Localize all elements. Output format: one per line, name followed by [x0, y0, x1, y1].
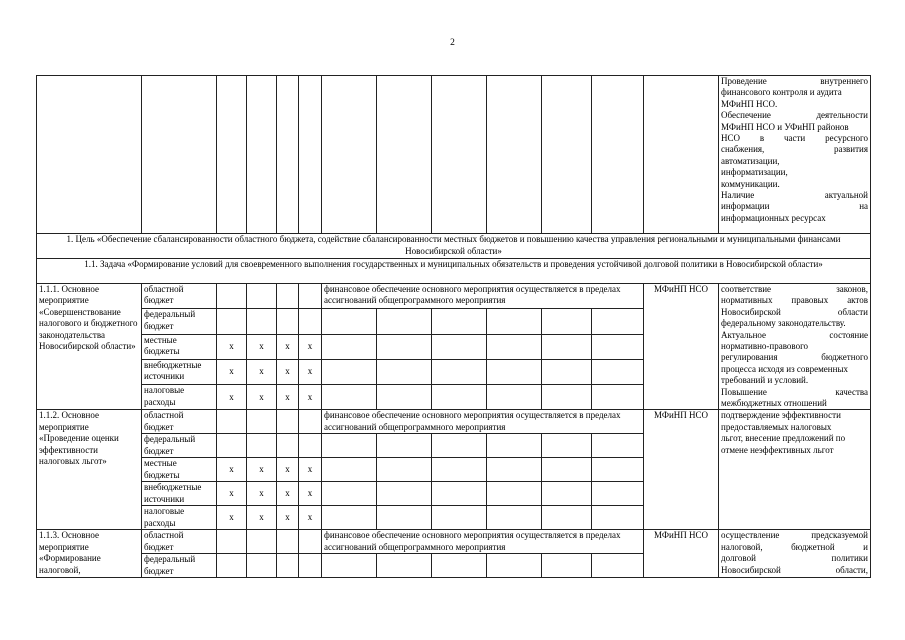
result-line [721, 330, 868, 341]
result-word: снабжения, [721, 144, 765, 155]
result-word: нормативно-правового [721, 341, 809, 352]
source-label: федеральный бюджет [142, 434, 217, 458]
source-label: местные бюджеты [142, 334, 217, 359]
result-word: Проведение [721, 76, 767, 86]
source-label: внебюджетные источники [142, 359, 217, 384]
result-word: НСО [721, 133, 741, 144]
result-word: налоговой, [721, 541, 763, 552]
result-word: в [759, 133, 765, 144]
result-word: качества [835, 386, 868, 397]
source-label: областной бюджет [142, 284, 217, 309]
x-mark: x [217, 359, 247, 384]
x-mark: x [247, 506, 277, 530]
x-mark: x [277, 334, 299, 359]
x-mark: x [299, 334, 322, 359]
x-mark: x [217, 385, 247, 410]
result-line [721, 110, 868, 121]
measure-3-row-1 [37, 530, 871, 554]
result-word: МФиНП НСО. [721, 98, 778, 109]
page-number: 2 [450, 38, 455, 48]
result-line [721, 295, 868, 306]
result-line [721, 352, 868, 363]
financing-note: финансовое обеспечение основного мероприятия осуществляется в пределах ассигнований общепрограммного мероприятия [322, 530, 644, 554]
result-line [721, 76, 868, 87]
program-table [36, 75, 871, 578]
source-label: налоговые расходы [142, 385, 217, 410]
result-line [721, 213, 868, 224]
result-word: подтверждение эффективности [721, 410, 841, 421]
continuation-row [37, 76, 871, 234]
result-word: предсказуемой [811, 530, 868, 541]
source-label: федеральный бюджет [142, 309, 217, 334]
result-word: межбюджетных отношений [721, 398, 827, 409]
result-word: состояние [829, 329, 868, 340]
measure-name: 1.1.1. Основное мероприятие «Совершенствование налогового и бюджетного законодательства Новосибирской области» [37, 284, 142, 410]
x-mark: x [299, 359, 322, 384]
result-word: МФиНП НСО и УФиНП районов [721, 121, 849, 132]
result-line [721, 144, 868, 155]
result-line [721, 190, 868, 201]
goal-row [37, 234, 871, 259]
measure-2-row-1 [37, 410, 871, 434]
measure-name: 1.1.2. Основное мероприятие «Проведение оценки эффективности налоговых льгот» [37, 410, 142, 530]
x-mark: x [247, 334, 277, 359]
result-line [721, 422, 868, 433]
measure-result [719, 284, 871, 410]
x-mark: x [217, 506, 247, 530]
result-word: на [859, 201, 868, 212]
result-line [721, 565, 868, 576]
result-line [721, 553, 868, 564]
result-line [721, 307, 868, 318]
result-word: Обеспечение [721, 110, 771, 121]
result-line [721, 99, 868, 110]
result-word: ресурсного [825, 133, 868, 144]
result-line [721, 156, 868, 167]
result-word: области [837, 306, 868, 317]
result-word: политики [831, 553, 868, 564]
result-word: нормативных [721, 295, 773, 306]
result-line [721, 375, 868, 386]
result-word: области, [835, 564, 868, 575]
result-word: законов, [836, 284, 868, 294]
result-line [721, 364, 868, 375]
task-row [37, 259, 871, 284]
measure-result [719, 410, 871, 530]
result-line [721, 433, 868, 444]
x-mark: x [277, 385, 299, 410]
result-word: информации [721, 201, 770, 212]
result-word: регулирования [721, 352, 778, 363]
result-word: Новосибирской [721, 564, 781, 575]
result-word: правовых [791, 295, 829, 306]
result-word: Наличие [721, 190, 755, 201]
result-word: отмене неэффективных льгот [721, 444, 834, 455]
result-word: внутреннего [820, 76, 868, 86]
goal-text: 1. Цель «Обеспечение сбалансированности областного бюджета, содействие сбалансированности местных бюджетов и повышению качества управления региональными и муниципальными финансами Новосибирской области» [37, 234, 871, 259]
x-mark: x [217, 458, 247, 482]
result-word: актов [847, 295, 868, 306]
x-mark: x [247, 385, 277, 410]
x-mark: x [247, 359, 277, 384]
result-word: соответствие [721, 284, 772, 294]
result-word: деятельности [816, 110, 868, 121]
result-line [721, 542, 868, 553]
x-mark: x [299, 385, 322, 410]
x-mark: x [277, 458, 299, 482]
x-mark: x [247, 458, 277, 482]
executor: МФиНП НСО [644, 284, 719, 410]
result-line [721, 530, 868, 541]
result-word: Повышение [721, 386, 767, 397]
source-label: местные бюджеты [142, 458, 217, 482]
x-mark: x [217, 334, 247, 359]
measure-1-row-1 [37, 284, 871, 309]
executor: МФиНП НСО [644, 530, 719, 578]
result-word: финансового контроля и аудита [721, 87, 842, 98]
result-word: информационных ресурсах [721, 212, 826, 223]
result-line [721, 318, 868, 329]
result-word: процесса исходя из современных [721, 363, 848, 374]
source-label: федеральный бюджет [142, 554, 217, 578]
result-word: бюджетной [791, 541, 835, 552]
x-mark: x [299, 458, 322, 482]
financing-note: финансовое обеспечение основного мероприятия осуществляется в пределах ассигнований общепрограммного мероприятия [322, 410, 644, 434]
measure-name: 1.1.3. Основное мероприятие «Формирование налоговой, [37, 530, 142, 578]
result-line [721, 87, 868, 98]
task-text: 1.1. Задача «Формирование условий для своевременного выполнения государственных и муниципальных обязательств и проведения устойчивой долговой политики в Новосибирской области» [37, 259, 871, 284]
result-line [721, 398, 868, 409]
source-label: налоговые расходы [142, 506, 217, 530]
executor: МФиНП НСО [644, 410, 719, 530]
x-mark: x [247, 482, 277, 506]
result-word: льгот, внесение предложений по [721, 433, 846, 444]
x-mark: x [217, 482, 247, 506]
result-line [721, 387, 868, 398]
result-line [721, 341, 868, 352]
measure-result [719, 530, 871, 578]
result-line [721, 410, 868, 421]
x-mark: x [277, 482, 299, 506]
result-line [721, 284, 868, 295]
continuation-result [719, 76, 871, 234]
result-word: Актуальное [721, 329, 767, 340]
source-label: областной бюджет [142, 530, 217, 554]
result-word: информатизации, [721, 167, 788, 178]
source-label: внебюджетные источники [142, 482, 217, 506]
result-word: бюджетного [821, 352, 868, 363]
result-line [721, 122, 868, 133]
result-word: федеральному законодательству. [721, 318, 846, 329]
result-word: предоставляемых налоговых [721, 421, 832, 432]
result-line [721, 167, 868, 178]
result-word: Новосибирской [721, 306, 781, 317]
result-word: и [863, 541, 868, 552]
result-word: коммуникации. [721, 178, 780, 189]
x-mark: x [277, 506, 299, 530]
source-label: областной бюджет [142, 410, 217, 434]
result-line [721, 179, 868, 190]
result-word: долговой [721, 553, 756, 564]
result-word: автоматизации, [721, 155, 780, 166]
financing-note: финансовое обеспечение основного мероприятия осуществляется в пределах ассигнований общепрограммного мероприятия [322, 284, 644, 309]
x-mark: x [277, 359, 299, 384]
result-word: требований и условий. [721, 375, 809, 386]
result-word: осуществление [721, 530, 780, 541]
result-word: части [783, 133, 806, 144]
result-word: развития [833, 144, 868, 155]
result-line [721, 133, 868, 144]
result-word: актуальной [824, 190, 868, 201]
result-line [721, 445, 868, 456]
x-mark: x [299, 482, 322, 506]
result-line [721, 201, 868, 212]
x-mark: x [299, 506, 322, 530]
